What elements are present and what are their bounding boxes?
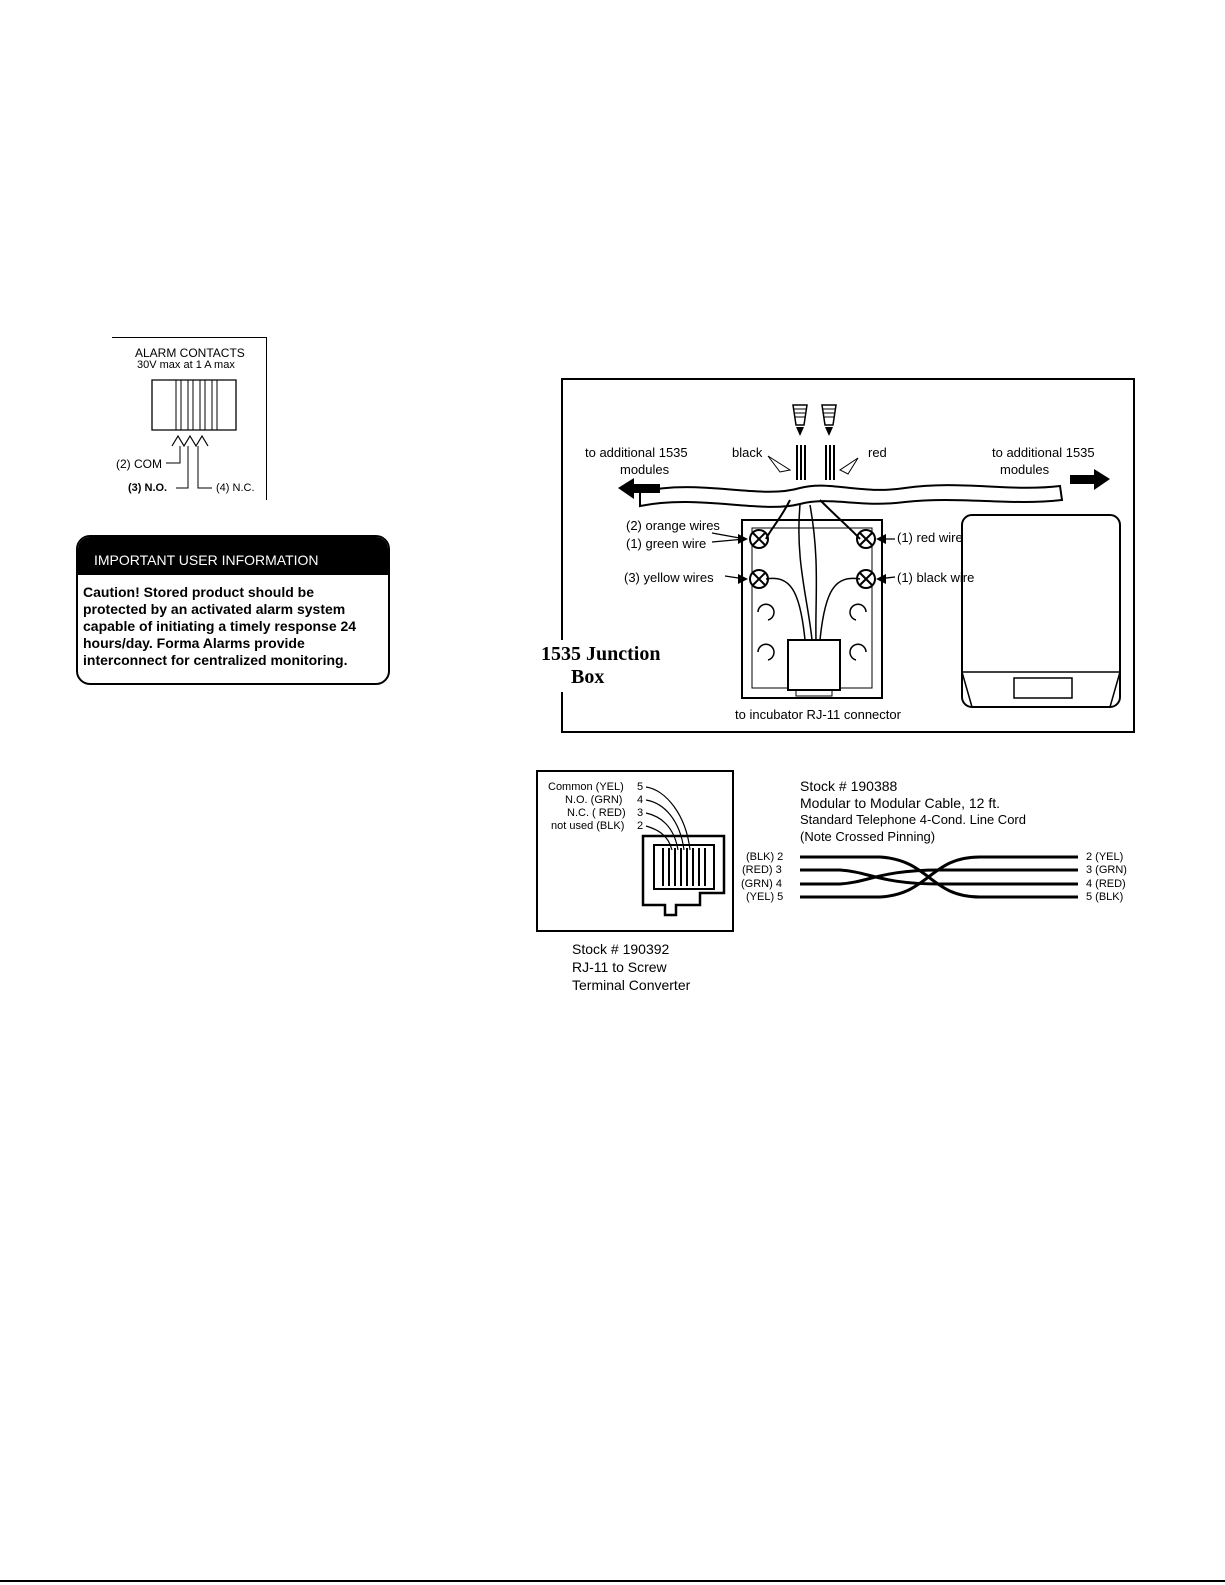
junction-box-title-2: Box: [571, 666, 605, 688]
bottom-rule: [0, 1580, 1225, 1582]
cable-note: (Note Crossed Pinning): [800, 829, 936, 844]
cable-right-pin: 2 (YEL): [1086, 851, 1124, 863]
right-arrow-label-1: to additional 1535: [992, 445, 1095, 460]
rj11-caption-stock: Stock # 190392: [572, 941, 670, 957]
important-line: capable of initiating a timely response 24: [83, 618, 357, 634]
left-arrow-label-1: to additional 1535: [585, 445, 688, 460]
cable-stock: Stock # 190388: [800, 778, 898, 794]
black-label: black: [732, 445, 763, 460]
cable-right-pin: 4 (RED): [1086, 878, 1126, 890]
cable-left-pin: (RED) 3: [742, 864, 782, 876]
cable-description: Modular to Modular Cable, 12 ft.: [800, 795, 1000, 811]
incubator-connector-label: to incubator RJ-11 connector: [735, 707, 901, 722]
yellow-wires-label: (3) yellow wires: [624, 570, 714, 585]
left-arrow-label-2: modules: [620, 462, 670, 477]
pin-label: N.O. (GRN): [565, 794, 623, 806]
rj11-caption-desc: RJ-11 to Screw: [572, 959, 667, 975]
cable-left-pin: (BLK) 2: [746, 851, 784, 863]
important-line: hours/day. Forma Alarms provide: [83, 635, 305, 651]
important-line: Caution! Stored product should be: [83, 584, 314, 600]
pin-number: 4: [637, 794, 644, 806]
pin-label: Common (YEL): [548, 781, 624, 793]
cable-right-pin: 3 (GRN): [1086, 864, 1127, 876]
alarm-nc-label: (4) N.C.: [216, 482, 255, 494]
important-header-text: IMPORTANT USER INFORMATION: [94, 552, 319, 568]
important-line: interconnect for centralized monitoring.: [83, 652, 348, 668]
red-label: red: [868, 445, 887, 460]
alarm-contacts-title: ALARM CONTACTS: [135, 346, 245, 360]
black-wire-label: (1) black wire: [897, 570, 975, 585]
rj11-caption-desc-2: Terminal Converter: [572, 977, 691, 993]
pin-label: not used (BLK): [551, 820, 625, 832]
cable-left-pin: (YEL) 5: [746, 891, 784, 903]
cable-right-pin: 5 (BLK): [1086, 891, 1124, 903]
pin-number: 2: [637, 820, 644, 832]
cable-left-pin: (GRN) 4: [741, 878, 782, 890]
red-wire-label: (1) red wire: [897, 530, 963, 545]
alarm-no-label: (3) N.O.: [128, 482, 168, 494]
green-wire-label: (1) green wire: [626, 536, 707, 551]
alarm-contacts-rating: 30V max at 1 A max: [137, 359, 235, 371]
orange-wires-label: (2) orange wires: [626, 518, 720, 533]
pin-number: 5: [637, 781, 644, 793]
right-arrow-label-2: modules: [1000, 462, 1050, 477]
junction-box-title: 1535 Junction: [541, 643, 661, 665]
important-line: protected by an activated alarm system: [83, 601, 346, 617]
pin-number: 3: [637, 807, 644, 819]
alarm-com-label: (2) COM: [116, 457, 162, 471]
pin-label: N.C. ( RED): [567, 807, 626, 819]
cable-description-2: Standard Telephone 4-Cond. Line Cord: [800, 812, 1026, 827]
